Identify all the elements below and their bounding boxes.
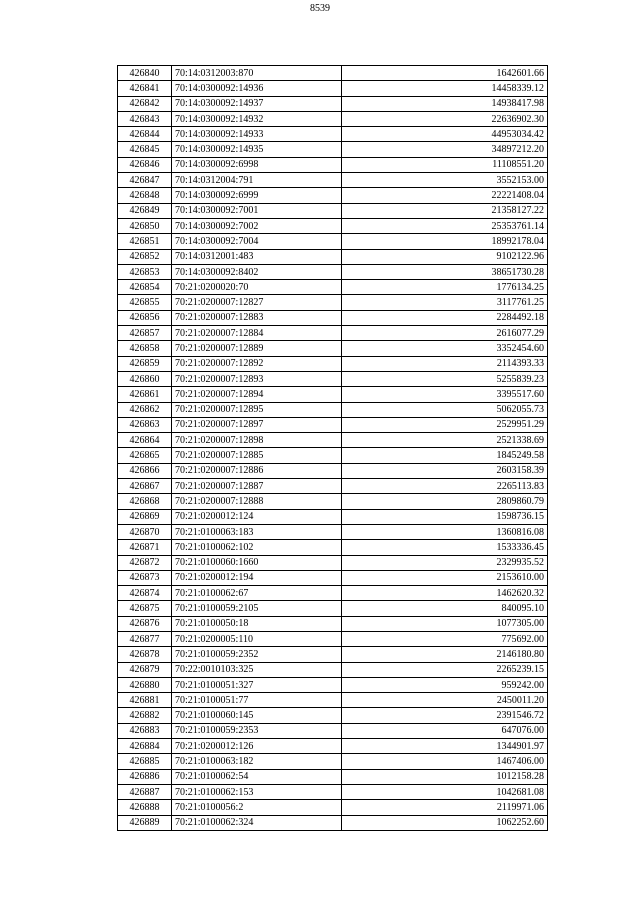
table-row <box>118 173 548 188</box>
cadastral-number-cell: 70:21:0100060:1660 <box>172 555 342 570</box>
table-row <box>118 693 548 708</box>
row-number-cell: 426882 <box>118 708 172 723</box>
table-row <box>118 417 548 432</box>
row-number-cell: 426851 <box>118 234 172 249</box>
row-number-cell: 426848 <box>118 188 172 203</box>
cadastral-number-cell: 70:21:0100060:145 <box>172 708 342 723</box>
table-row <box>118 402 548 417</box>
table-body <box>118 66 548 831</box>
row-number-cell: 426867 <box>118 479 172 494</box>
cadastral-value-cell: 647076.00 <box>342 723 548 738</box>
row-number-cell: 426872 <box>118 555 172 570</box>
cadastral-value-cell: 1776134.25 <box>342 280 548 295</box>
table-row <box>118 326 548 341</box>
cadastral-value-cell: 14938417.98 <box>342 96 548 111</box>
row-number-cell: 426874 <box>118 586 172 601</box>
row-number-cell: 426877 <box>118 631 172 646</box>
cadastral-number-cell: 70:21:0200007:12883 <box>172 310 342 325</box>
cadastral-number-cell: 70:21:0200007:12893 <box>172 371 342 386</box>
cadastral-value-cell: 22221408.04 <box>342 188 548 203</box>
cadastral-number-cell: 70:21:0100062:102 <box>172 540 342 555</box>
cadastral-number-cell: 70:21:0100062:67 <box>172 586 342 601</box>
cadastral-value-cell: 3352454.60 <box>342 341 548 356</box>
cadastral-number-cell: 70:21:0200020:70 <box>172 280 342 295</box>
cadastral-number-cell: 70:21:0200007:12889 <box>172 341 342 356</box>
cadastral-number-cell: 70:14:0300092:6998 <box>172 157 342 172</box>
cadastral-number-cell: 70:14:0312003:870 <box>172 66 342 81</box>
row-number-cell: 426866 <box>118 463 172 478</box>
table-row <box>118 479 548 494</box>
cadastral-number-cell: 70:21:0100051:77 <box>172 693 342 708</box>
cadastral-value-cell: 14458339.12 <box>342 81 548 96</box>
row-number-cell: 426889 <box>118 815 172 830</box>
table-row <box>118 815 548 830</box>
table-row <box>118 586 548 601</box>
cadastral-value-cell: 1598736.15 <box>342 509 548 524</box>
table-row <box>118 295 548 310</box>
row-number-cell: 426879 <box>118 662 172 677</box>
row-number-cell: 426876 <box>118 616 172 631</box>
cadastral-number-cell: 70:14:0312001:483 <box>172 249 342 264</box>
table-row <box>118 509 548 524</box>
row-number-cell: 426842 <box>118 96 172 111</box>
table-row <box>118 341 548 356</box>
row-number-cell: 426858 <box>118 341 172 356</box>
cadastral-value-cell: 1467406.00 <box>342 754 548 769</box>
cadastral-number-cell: 70:21:0100062:324 <box>172 815 342 830</box>
cadastral-value-cell: 1062252.60 <box>342 815 548 830</box>
table-row <box>118 203 548 218</box>
cadastral-value-cell: 1462620.32 <box>342 586 548 601</box>
cadastral-number-cell: 70:14:0300092:14932 <box>172 111 342 126</box>
cadastral-number-cell: 70:21:0100050:18 <box>172 616 342 631</box>
table-row <box>118 142 548 157</box>
cadastral-number-cell: 70:21:0200007:12885 <box>172 448 342 463</box>
table-row <box>118 463 548 478</box>
table-row <box>118 371 548 386</box>
cadastral-number-cell: 70:21:0100056:2 <box>172 800 342 815</box>
table-row <box>118 723 548 738</box>
cadastral-number-cell: 70:21:0200007:12888 <box>172 494 342 509</box>
cadastral-value-cell: 1077305.00 <box>342 616 548 631</box>
cadastral-number-cell: 70:21:0200007:12892 <box>172 356 342 371</box>
cadastral-value-cell: 9102122.96 <box>342 249 548 264</box>
cadastral-number-cell: 70:14:0300092:14935 <box>172 142 342 157</box>
table-row <box>118 310 548 325</box>
cadastral-number-cell: 70:21:0100062:54 <box>172 769 342 784</box>
cadastral-number-cell: 70:21:0200012:194 <box>172 570 342 585</box>
cadastral-number-cell: 70:21:0200005:110 <box>172 631 342 646</box>
cadastral-number-cell: 70:21:0100063:182 <box>172 754 342 769</box>
table-row <box>118 616 548 631</box>
row-number-cell: 426863 <box>118 417 172 432</box>
cadastral-value-cell: 2521338.69 <box>342 433 548 448</box>
table-row <box>118 540 548 555</box>
table-row <box>118 157 548 172</box>
cadastral-value-cell: 21358127.22 <box>342 203 548 218</box>
row-number-cell: 426888 <box>118 800 172 815</box>
cadastral-number-cell: 70:21:0200012:126 <box>172 739 342 754</box>
table-row <box>118 234 548 249</box>
row-number-cell: 426853 <box>118 264 172 279</box>
cadastral-number-cell: 70:14:0300092:14937 <box>172 96 342 111</box>
row-number-cell: 426875 <box>118 601 172 616</box>
cadastral-value-cell: 1845249.58 <box>342 448 548 463</box>
row-number-cell: 426855 <box>118 295 172 310</box>
cadastral-number-cell: 70:21:0200007:12895 <box>172 402 342 417</box>
cadastral-number-cell: 70:21:0100062:153 <box>172 784 342 799</box>
cadastral-value-cell: 840095.10 <box>342 601 548 616</box>
row-number-cell: 426859 <box>118 356 172 371</box>
cadastral-number-cell: 70:21:0200007:12887 <box>172 479 342 494</box>
cadastral-value-cell: 22636902.30 <box>342 111 548 126</box>
cadastral-value-cell: 44953034.42 <box>342 127 548 142</box>
row-number-cell: 426841 <box>118 81 172 96</box>
cadastral-value-cell: 18992178.04 <box>342 234 548 249</box>
cadastral-number-cell: 70:21:0100059:2353 <box>172 723 342 738</box>
row-number-cell: 426846 <box>118 157 172 172</box>
row-number-cell: 426860 <box>118 371 172 386</box>
table-row <box>118 111 548 126</box>
cadastral-value-cell: 25353761.14 <box>342 218 548 233</box>
table-row <box>118 249 548 264</box>
cadastral-number-cell: 70:14:0312004:791 <box>172 173 342 188</box>
cadastral-value-cell: 2329935.52 <box>342 555 548 570</box>
cadastral-value-cell: 3552153.00 <box>342 173 548 188</box>
row-number-cell: 426862 <box>118 402 172 417</box>
row-number-cell: 426844 <box>118 127 172 142</box>
cadastral-value-cell: 2284492.18 <box>342 310 548 325</box>
cadastral-value-cell: 2529951.29 <box>342 417 548 432</box>
cadastral-value-cell: 5255839.23 <box>342 371 548 386</box>
cadastral-value-table <box>117 65 548 831</box>
row-number-cell: 426871 <box>118 540 172 555</box>
table-row <box>118 81 548 96</box>
cadastral-value-cell: 34897212.20 <box>342 142 548 157</box>
row-number-cell: 426865 <box>118 448 172 463</box>
table-row <box>118 708 548 723</box>
row-number-cell: 426880 <box>118 677 172 692</box>
row-number-cell: 426854 <box>118 280 172 295</box>
row-number-cell: 426885 <box>118 754 172 769</box>
cadastral-value-cell: 2616077.29 <box>342 326 548 341</box>
row-number-cell: 426847 <box>118 173 172 188</box>
row-number-cell: 426852 <box>118 249 172 264</box>
cadastral-number-cell: 70:14:0300092:7001 <box>172 203 342 218</box>
table-row <box>118 127 548 142</box>
row-number-cell: 426857 <box>118 326 172 341</box>
row-number-cell: 426883 <box>118 723 172 738</box>
cadastral-value-cell: 1012158.28 <box>342 769 548 784</box>
row-number-cell: 426878 <box>118 647 172 662</box>
cadastral-value-cell: 5062055.73 <box>342 402 548 417</box>
cadastral-value-cell: 1344901.97 <box>342 739 548 754</box>
cadastral-number-cell: 70:14:0300092:7004 <box>172 234 342 249</box>
cadastral-value-cell: 1533336.45 <box>342 540 548 555</box>
cadastral-value-cell: 2391546.72 <box>342 708 548 723</box>
cadastral-value-cell: 2146180.80 <box>342 647 548 662</box>
table-row <box>118 555 548 570</box>
table-row <box>118 631 548 646</box>
cadastral-number-cell: 70:14:0300092:7002 <box>172 218 342 233</box>
cadastral-value-cell: 2153610.00 <box>342 570 548 585</box>
row-number-cell: 426843 <box>118 111 172 126</box>
table-row <box>118 96 548 111</box>
table-row <box>118 601 548 616</box>
row-number-cell: 426850 <box>118 218 172 233</box>
row-number-cell: 426886 <box>118 769 172 784</box>
cadastral-value-cell: 2114393.33 <box>342 356 548 371</box>
row-number-cell: 426869 <box>118 509 172 524</box>
cadastral-value-cell: 38651730.28 <box>342 264 548 279</box>
row-number-cell: 426868 <box>118 494 172 509</box>
row-number-cell: 426856 <box>118 310 172 325</box>
table-row <box>118 662 548 677</box>
cadastral-value-cell: 3117761.25 <box>342 295 548 310</box>
row-number-cell: 426861 <box>118 387 172 402</box>
table-row <box>118 264 548 279</box>
cadastral-value-cell: 3395517.60 <box>342 387 548 402</box>
cadastral-number-cell: 70:21:0200007:12897 <box>172 417 342 432</box>
cadastral-value-cell: 1642601.66 <box>342 66 548 81</box>
cadastral-number-cell: 70:21:0100051:327 <box>172 677 342 692</box>
cadastral-value-cell: 2809860.79 <box>342 494 548 509</box>
table-row <box>118 570 548 585</box>
row-number-cell: 426845 <box>118 142 172 157</box>
cadastral-value-cell: 2265239.15 <box>342 662 548 677</box>
cadastral-number-cell: 70:14:0300092:6999 <box>172 188 342 203</box>
table-row <box>118 188 548 203</box>
cadastral-number-cell: 70:14:0300092:14936 <box>172 81 342 96</box>
cadastral-number-cell: 70:21:0100059:2105 <box>172 601 342 616</box>
cadastral-number-cell: 70:21:0200007:12827 <box>172 295 342 310</box>
cadastral-number-cell: 70:21:0200007:12886 <box>172 463 342 478</box>
table-row <box>118 769 548 784</box>
cadastral-value-cell: 1042681.08 <box>342 784 548 799</box>
cadastral-number-cell: 70:21:0200012:124 <box>172 509 342 524</box>
cadastral-number-cell: 70:21:0100063:183 <box>172 524 342 539</box>
cadastral-value-cell: 2450011.20 <box>342 693 548 708</box>
row-number-cell: 426870 <box>118 524 172 539</box>
row-number-cell: 426840 <box>118 66 172 81</box>
row-number-cell: 426864 <box>118 433 172 448</box>
table-row <box>118 66 548 81</box>
cadastral-value-cell: 2603158.39 <box>342 463 548 478</box>
table-row <box>118 800 548 815</box>
cadastral-number-cell: 70:21:0100059:2352 <box>172 647 342 662</box>
table-row <box>118 754 548 769</box>
cadastral-number-cell: 70:14:0300092:8402 <box>172 264 342 279</box>
table-row <box>118 647 548 662</box>
table-row <box>118 784 548 799</box>
table-row <box>118 677 548 692</box>
cadastral-value-cell: 2119971.06 <box>342 800 548 815</box>
cadastral-value-cell: 11108551.20 <box>342 157 548 172</box>
cadastral-value-cell: 775692.00 <box>342 631 548 646</box>
row-number-cell: 426873 <box>118 570 172 585</box>
row-number-cell: 426849 <box>118 203 172 218</box>
cadastral-number-cell: 70:22:0010103:325 <box>172 662 342 677</box>
table-row <box>118 356 548 371</box>
cadastral-value-cell: 1360816.08 <box>342 524 548 539</box>
table-row <box>118 433 548 448</box>
table-row <box>118 387 548 402</box>
cadastral-value-cell: 959242.00 <box>342 677 548 692</box>
cadastral-number-cell: 70:21:0200007:12898 <box>172 433 342 448</box>
row-number-cell: 426881 <box>118 693 172 708</box>
table-row <box>118 218 548 233</box>
page-number: 8539 <box>310 3 330 14</box>
row-number-cell: 426887 <box>118 784 172 799</box>
cadastral-number-cell: 70:14:0300092:14933 <box>172 127 342 142</box>
table-row <box>118 448 548 463</box>
table-row <box>118 739 548 754</box>
cadastral-value-cell: 2265113.83 <box>342 479 548 494</box>
cadastral-number-cell: 70:21:0200007:12884 <box>172 326 342 341</box>
table-row <box>118 494 548 509</box>
cadastral-number-cell: 70:21:0200007:12894 <box>172 387 342 402</box>
table-row <box>118 280 548 295</box>
row-number-cell: 426884 <box>118 739 172 754</box>
table-row <box>118 524 548 539</box>
